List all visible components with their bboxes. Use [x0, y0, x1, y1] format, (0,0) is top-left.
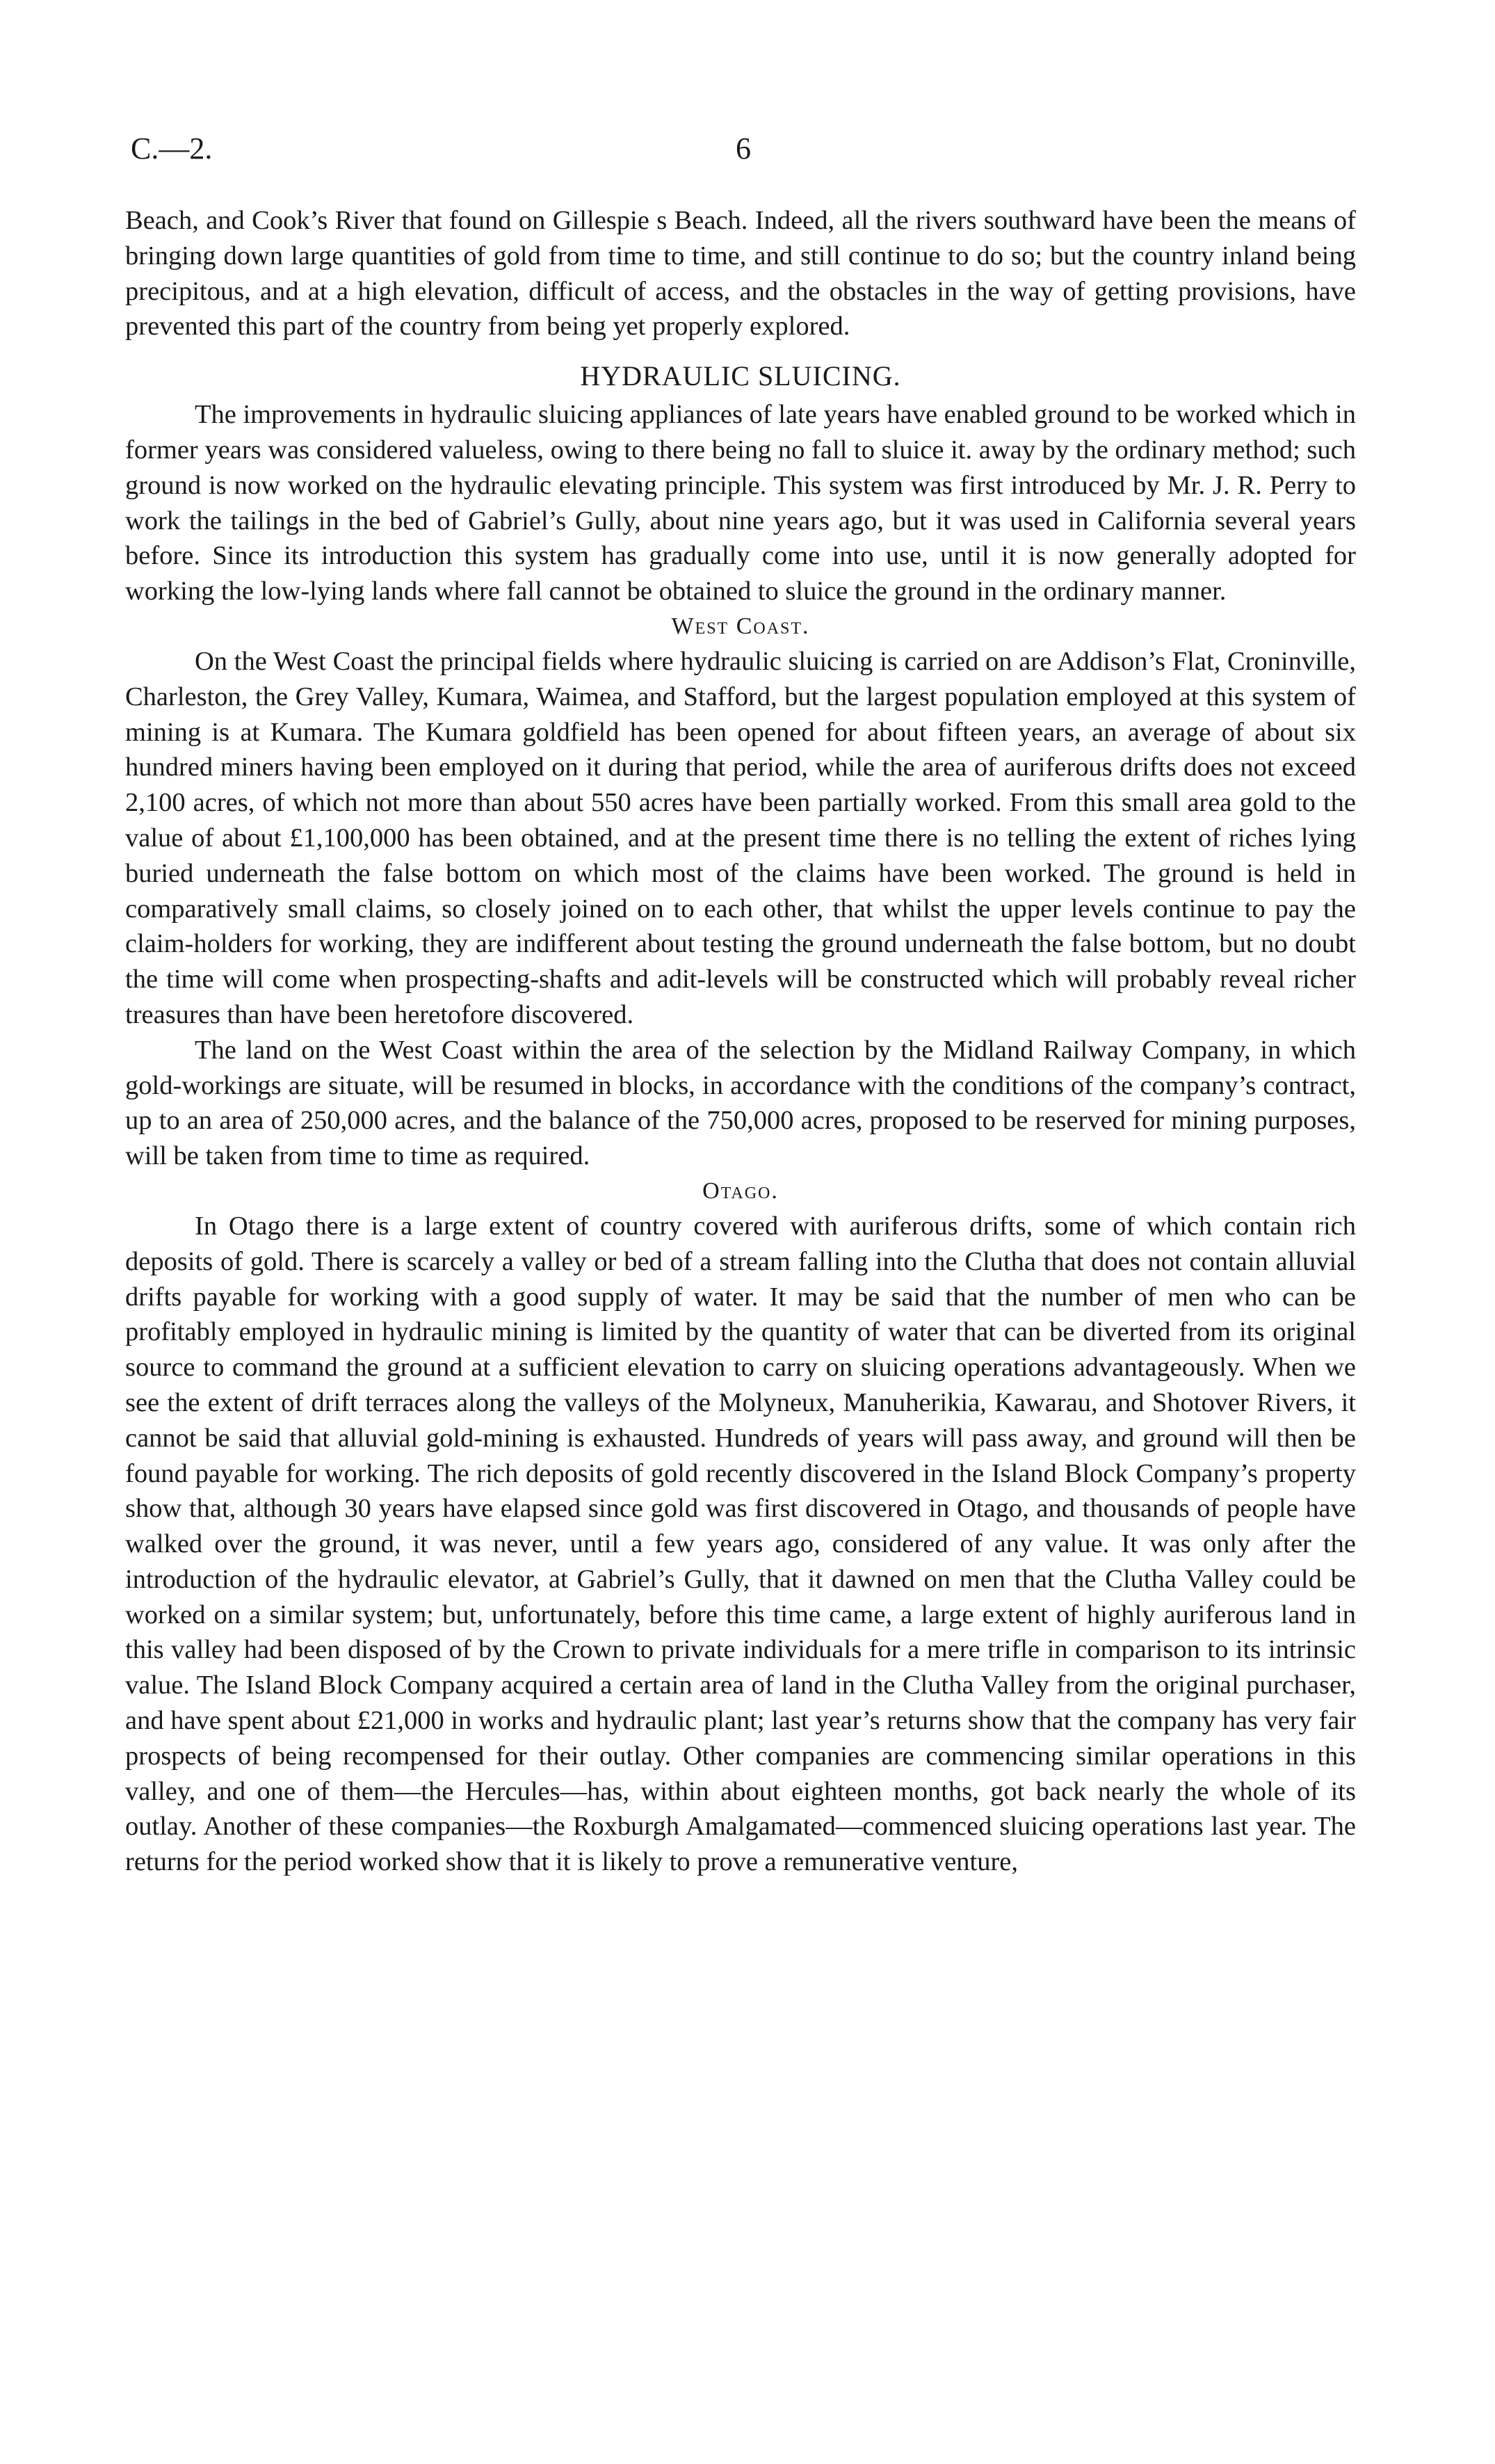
hydraulic-sluicing-paragraph: The improvements in hydraulic sluicing appliances of late years have enabled ground to be worked which in former years was considered valueless, owing to there being no fall to sluice it. away by the ordinary method; such ground is now worked on the hydraulic elevating principle. This system was first introduced by Mr. J. R. Perry to work the tailings in the bed of Gabriel’s Gully, about nine years ago, but it was used in California several years before. Since its introduction this system has gradually come into use, until it is now generally adopted for working the low-lying lands where fall cannot be obtained to sluice the ground in the ordinary manner. — [125, 400, 1356, 606]
page-number: 6 — [736, 131, 751, 166]
subheading-otago: Otago. — [702, 1177, 779, 1204]
section-heading-hydraulic-sluicing: HYDRAULIC SLUICING. — [580, 360, 901, 392]
otago-paragraph: In Otago there is a large extent of country covered with auriferous drifts, some of which contain rich deposits of gold. There is scarcely a valley or bed of a stream falling into the Clutha that does not contain alluvial drifts payable for working with a good supply of water. It may be said that the number of men who can be profitably employed in hydraulic mining is limited by the quantity of water that can be diverted from its original source to command the ground at a sufficient elevation to carry on sluicing operations advantageously. When we see the extent of drift terraces along the valleys of the Molyneux, Manuherikia, Kawarau, and Shotover Rivers, it cannot be said that alluvial gold-mining is exhausted. Hundreds of years will pass away, and ground will then be found payable for working. The rich deposits of gold recently discovered in the Island Block Company’s property show that, although 30 years have elapsed since gold was first discovered in Otago, and thousands of people have walked over the ground, it was never, until a few years ago, considered of any value. It was only after the introduction of the hydraulic elevator, at Gabriel’s Gully, that it dawned on men that the Clutha Valley could be worked on a similar system; but, unfortunately, before this time came, a large extent of highly auriferous land in this valley had been disposed of by the Crown to private individuals for a mere trifle in comparison to its intrinsic value. The Island Block Company acquired a certain area of land in the Clutha Valley from the original purchaser, and have spent about £21,000 in works and hydraulic plant; last year’s returns show that the company has very fair prospects of being recompensed for their outlay. Other companies are commencing similar operations in this valley, and one of them—the Hercules—has, within about eighteen months, got back nearly the whole of its outlay. Another of these companies—the Roxburgh Amalgamated—commenced sluicing operations last year. The returns for the period worked show that it is likely to prove a remunerative venture, — [125, 1211, 1356, 1877]
west-coast-paragraph-2: The land on the West Coast within the area of the selection by the Midland Railway Company, in which gold-workings are situate, will be resumed in blocks, in accordance with the conditions of the company’s contract, up to an area of 250,000 acres, and the balance of the 750,000 acres, proposed to be reserved for mining purposes, will be taken from time to time as required. — [125, 1035, 1356, 1171]
document-reference: C.—2. — [131, 131, 213, 166]
subheading-west-coast: West Coast. — [671, 613, 810, 639]
intro-paragraph: Beach, and Cook’s River that found on Gillespie s Beach. Indeed, all the rivers southward have been the means of bringing down large quantities of gold from time to time, and still continue to do so; but the country inland being precipitous, and at a high elevation, difficult of access, and the obstacles in the way of getting provisions, have prevented this part of the country from being yet properly explored. — [125, 206, 1356, 341]
page-header — [131, 131, 1361, 172]
document-body — [125, 203, 1356, 1880]
west-coast-paragraph-1: On the West Coast the principal fields where hydraulic sluicing is carried on are Addison’s Flat, Croninville, Charleston, the Grey Valley, Kumara, Waimea, and Stafford, but the largest population employed at this system of mining is at Kumara. The Kumara goldfield has been opened for about fifteen years, an average of about six hundred miners having been employed on it during that period, while the area of auriferous drifts does not exceed 2,100 acres, of which not more than about 550 acres have been partially worked. From this small area gold to the value of about £1,100,000 has been obtained, and at the present time there is no telling the extent of riches lying buried underneath the false bottom on which most of the claims have been worked. The ground is held in comparatively small claims, so closely joined on to each other, that whilst the upper levels continue to pay the claim-holders for working, they are indifferent about testing the ground underneath the false bottom, but no doubt the time will come when prospecting-shafts and adit-levels will be constructed which will probably reveal richer treasures than have been heretofore discovered. — [125, 646, 1356, 1029]
